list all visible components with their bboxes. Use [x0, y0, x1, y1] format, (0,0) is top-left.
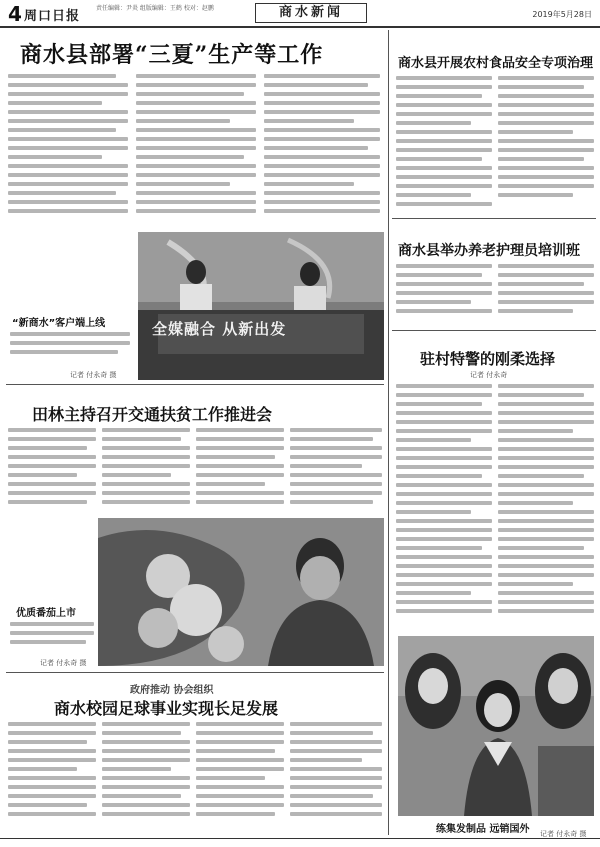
- page-footer-rule: [0, 838, 600, 847]
- page-number: 4: [8, 2, 22, 26]
- article-body-football-col1: [8, 722, 96, 834]
- article-body-football-col4: [290, 722, 382, 834]
- headline-campus-football: 商水校园足球事业实现长足发展: [54, 699, 279, 718]
- credit-hair-products: 记者 付永奇 摄: [540, 830, 587, 838]
- header-meta: 责任编辑：尹炎 组版编辑：王鹤 校对：赵鹏: [96, 5, 214, 12]
- caption-tomato: 优质番茄上市: [16, 608, 76, 619]
- article-body-food-col2: [498, 76, 594, 216]
- hair-photo-illustration: [398, 636, 594, 816]
- photo-tomato: [98, 518, 384, 666]
- article-body-football-col3: [196, 722, 284, 834]
- byline-village-police: 记者 付永奇: [470, 371, 508, 379]
- kicker-campus-football: 政府推动 协会组织: [130, 685, 214, 696]
- photo-stage-launch: [138, 232, 384, 380]
- article-body-sanxia-col3: [264, 74, 380, 224]
- caption-hair-products: 练集发制品 远销国外: [436, 824, 530, 835]
- article-body-police-col1: [396, 384, 492, 634]
- headline-elderly-care: 商水县举办养老护理员培训班: [398, 243, 580, 259]
- headline-food-safety: 商水县开展农村食品安全专项治理: [398, 56, 594, 71]
- article-body-tianlin-col4: [290, 428, 382, 516]
- column-divider: [388, 30, 389, 835]
- stage-banner-text: 全媒融合 从新出发: [152, 320, 287, 338]
- article-body-tianlin-col1: [8, 428, 96, 516]
- article-body-tianlin-col3: [196, 428, 284, 516]
- credit-tomato: 记者 付永奇 摄: [40, 659, 87, 667]
- caption-stage-launch: “新商水”客户端上线: [12, 318, 106, 329]
- page-header: [0, 0, 600, 28]
- article-body-football-col2: [102, 722, 190, 834]
- section-title: 商水新闻: [255, 3, 367, 23]
- article-body-sanxia-col1: [8, 74, 128, 224]
- photo-hair-products: [398, 636, 594, 816]
- divider-food-elderly: [392, 218, 596, 219]
- article-body-police-col2: [498, 384, 594, 634]
- article-body-elderly-col1: [396, 264, 492, 324]
- caption-body-stage: [10, 332, 130, 366]
- headline-village-police: 驻村特警的刚柔选择: [420, 350, 556, 368]
- credit-stage-launch: 记者 付永奇 摄: [70, 371, 117, 379]
- article-body-food-col1: [396, 76, 492, 216]
- paper-name: 周口日报: [24, 9, 81, 24]
- headline-sanxia: 商水县部署“三夏”生产等工作: [20, 42, 324, 68]
- divider-elderly-police: [392, 330, 596, 331]
- article-body-tianlin-col2: [102, 428, 190, 516]
- issue-date: 2019年5月28日: [532, 10, 592, 19]
- article-body-sanxia-col2: [136, 74, 256, 224]
- divider-tomato-football: [6, 672, 384, 673]
- article-body-elderly-col2: [498, 264, 594, 324]
- caption-body-tomato: [10, 622, 94, 654]
- divider-stage-tianlin: [6, 384, 384, 385]
- headline-tianlin: 田林主持召开交通扶贫工作推进会: [32, 405, 273, 424]
- tomato-photo-illustration: [98, 518, 384, 666]
- stage-photo-illustration: [138, 232, 384, 380]
